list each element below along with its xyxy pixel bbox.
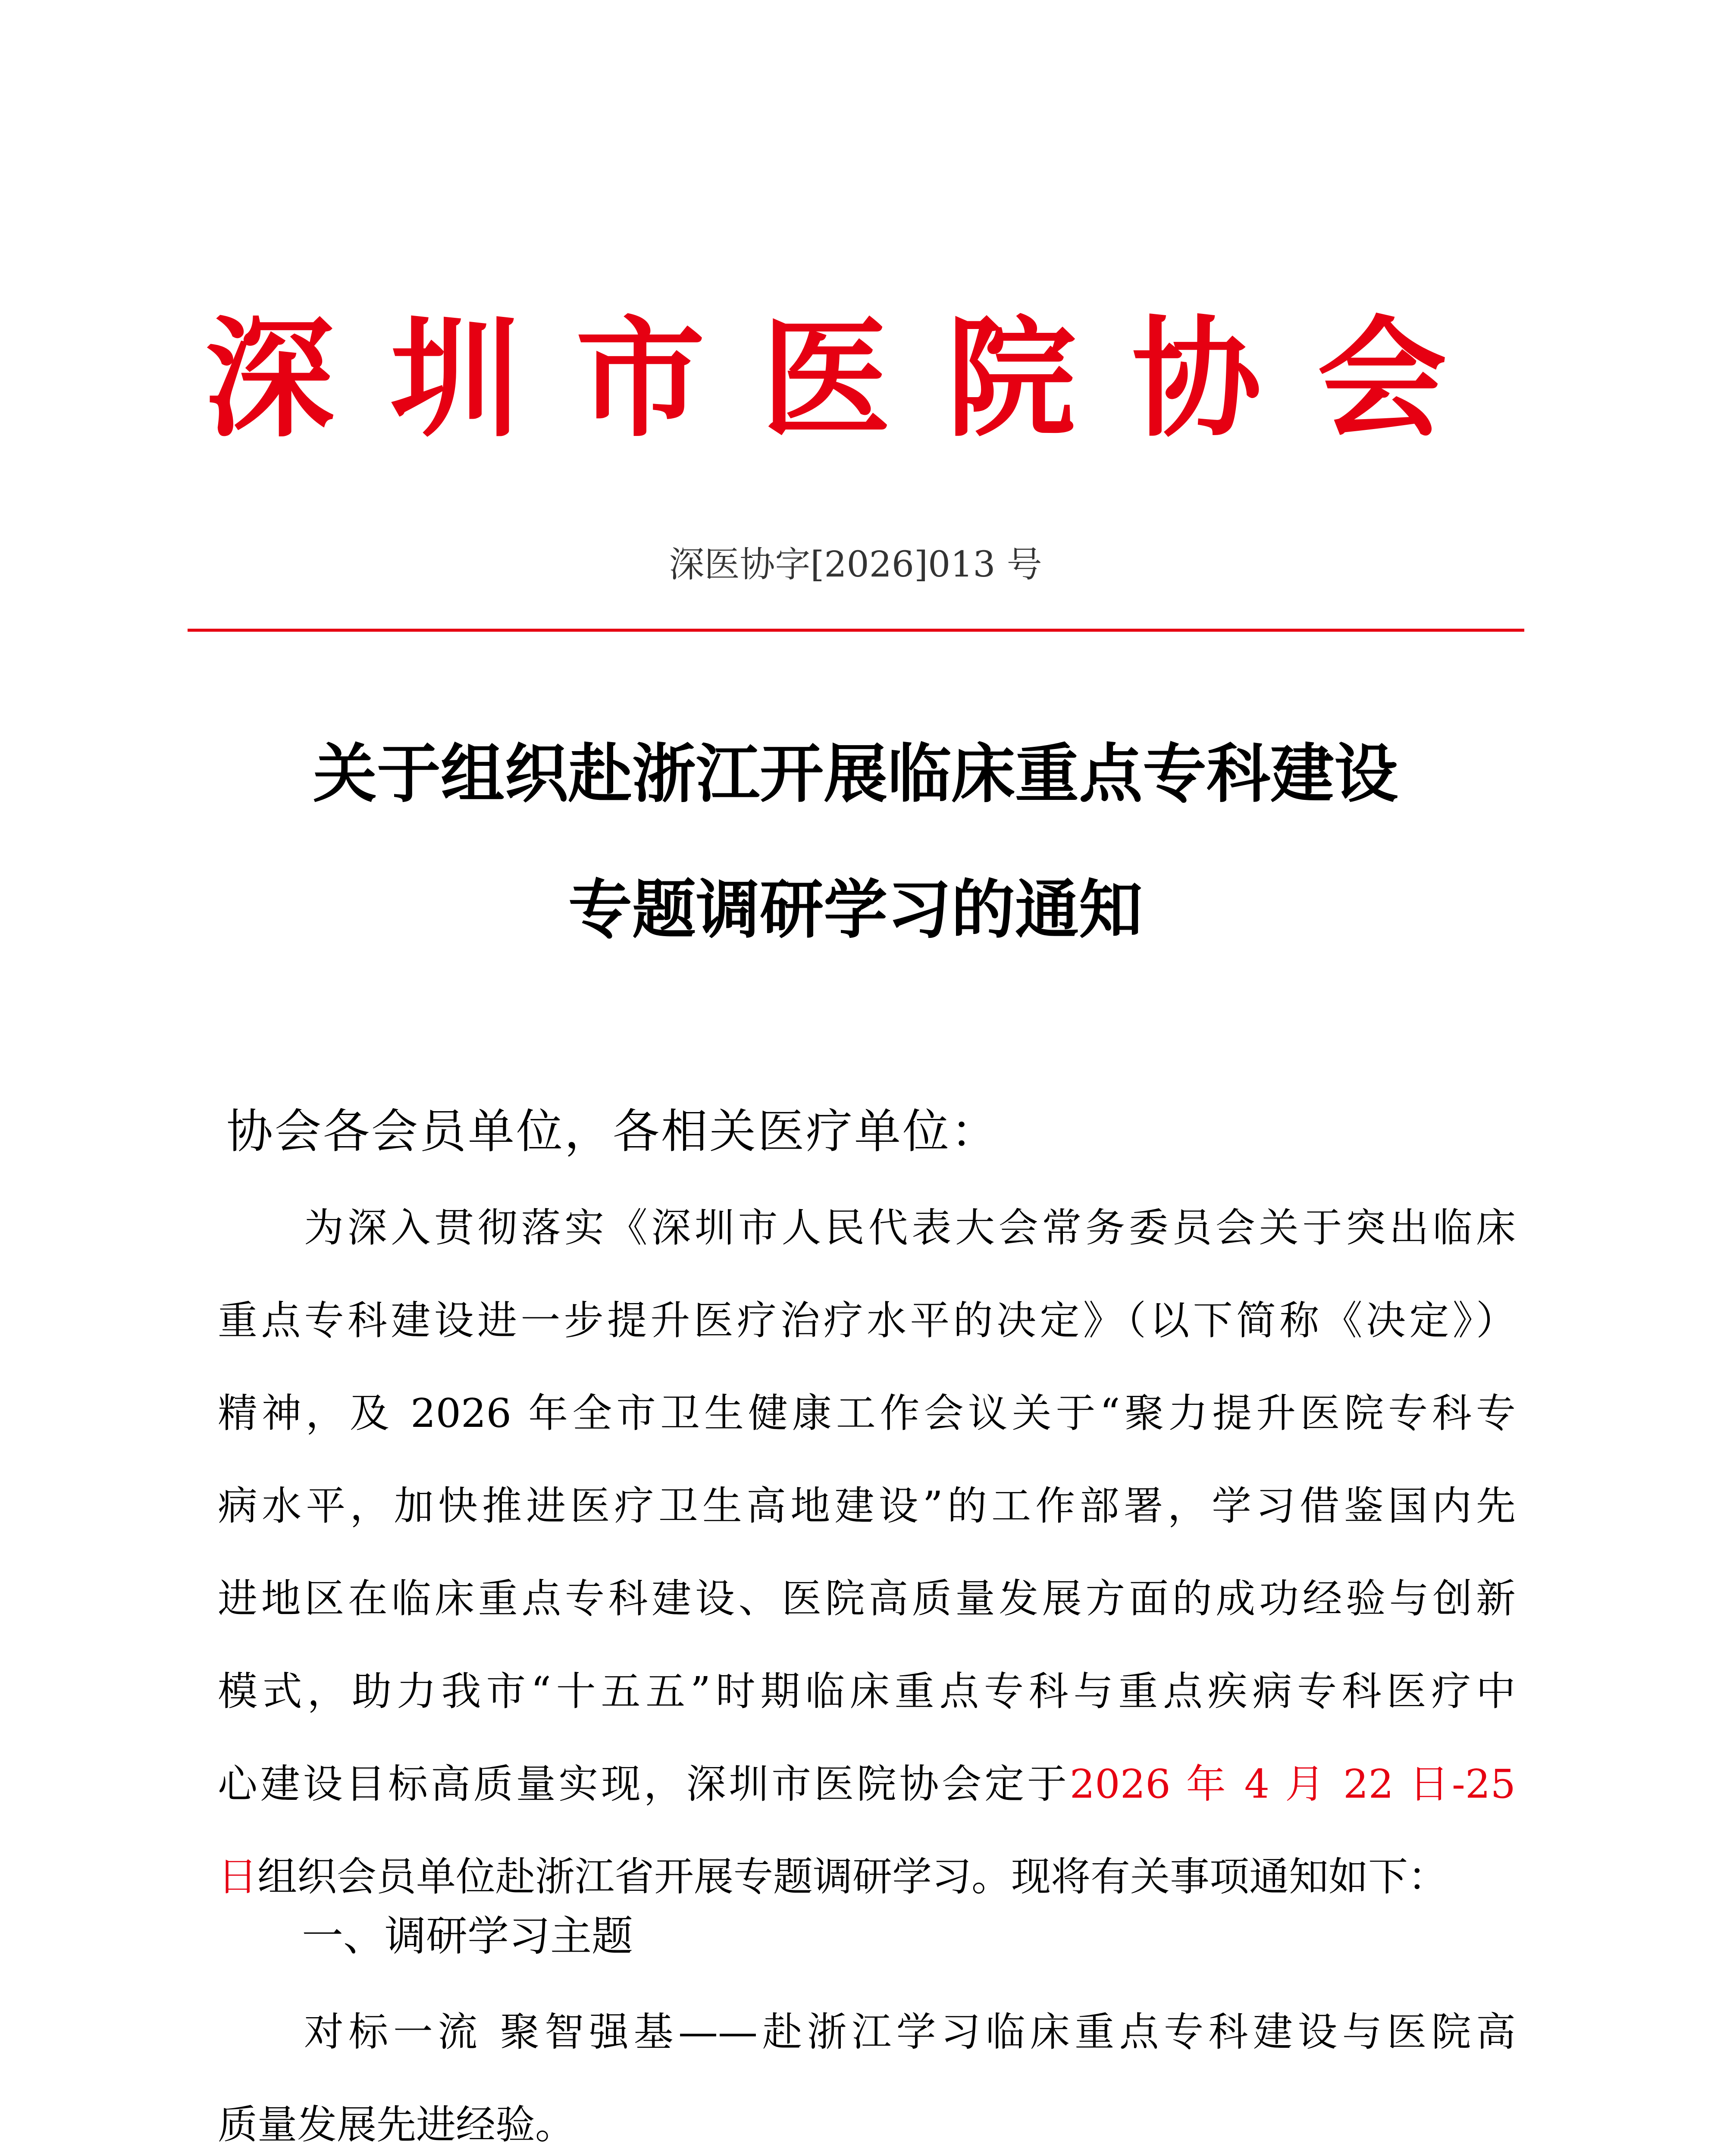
paragraph-line: 进地区在临床重点专科建设、医院高质量发展方面的成功经验与创新 <box>218 1576 1516 1622</box>
paragraph-line: 重点专科建设进一步提升医疗治疗水平的决定》（以下简称《决定》） <box>218 1297 1516 1344</box>
paragraph-line: 质量发展先进经验。 <box>218 2102 575 2148</box>
event-date-highlight: 2026 年 4 月 22 日-25 <box>1069 1761 1516 1807</box>
paragraph-text: 心建设目标高质量实现，深圳市医院协会定于 <box>218 1761 1070 1807</box>
paragraph-line: 为深入贯彻落实《深圳市人民代表大会常务委员会关于突出临床 <box>304 1205 1516 1251</box>
body-paragraph-2 <box>218 1986 1516 2156</box>
body-paragraph-1 <box>218 1181 1516 1923</box>
paragraph-line: 对标一流 聚智强基——赴浙江学习临床重点专科建设与医院高 <box>304 2009 1516 2055</box>
paragraph-line <box>218 1738 1516 1830</box>
salutation: 协会各会员单位，各相关医疗单位： <box>226 1105 1000 1159</box>
paragraph-text: 组织会员单位赴浙江省开展专题调研学习。现将有关事项通知如下： <box>257 1854 1448 1900</box>
organization-letterhead: 深圳市医院协会 <box>205 304 1503 454</box>
letterhead-divider <box>188 629 1524 632</box>
paragraph-line: 精神，及 2026 年全市卫生健康工作会议关于“聚力提升医院专科专 <box>218 1390 1516 1436</box>
section-heading-1: 一、调研学习主题 <box>302 1912 633 1960</box>
notice-title-line-1: 关于组织赴浙江开展临床重点专科建设 <box>313 737 1398 811</box>
paragraph-line: 模式，助力我市“十五五”时期临床重点专科与重点疾病专科医疗中 <box>218 1668 1516 1714</box>
notice-title-line-2: 专题调研学习的通知 <box>568 873 1143 947</box>
paragraph-line: 病水平，加快推进医疗卫生高地建设”的工作部署，学习借鉴国内先 <box>218 1483 1516 1529</box>
event-date-highlight-end: 日 <box>218 1854 258 1900</box>
document-number: 深医协字[2026]013 号 <box>669 544 1042 585</box>
